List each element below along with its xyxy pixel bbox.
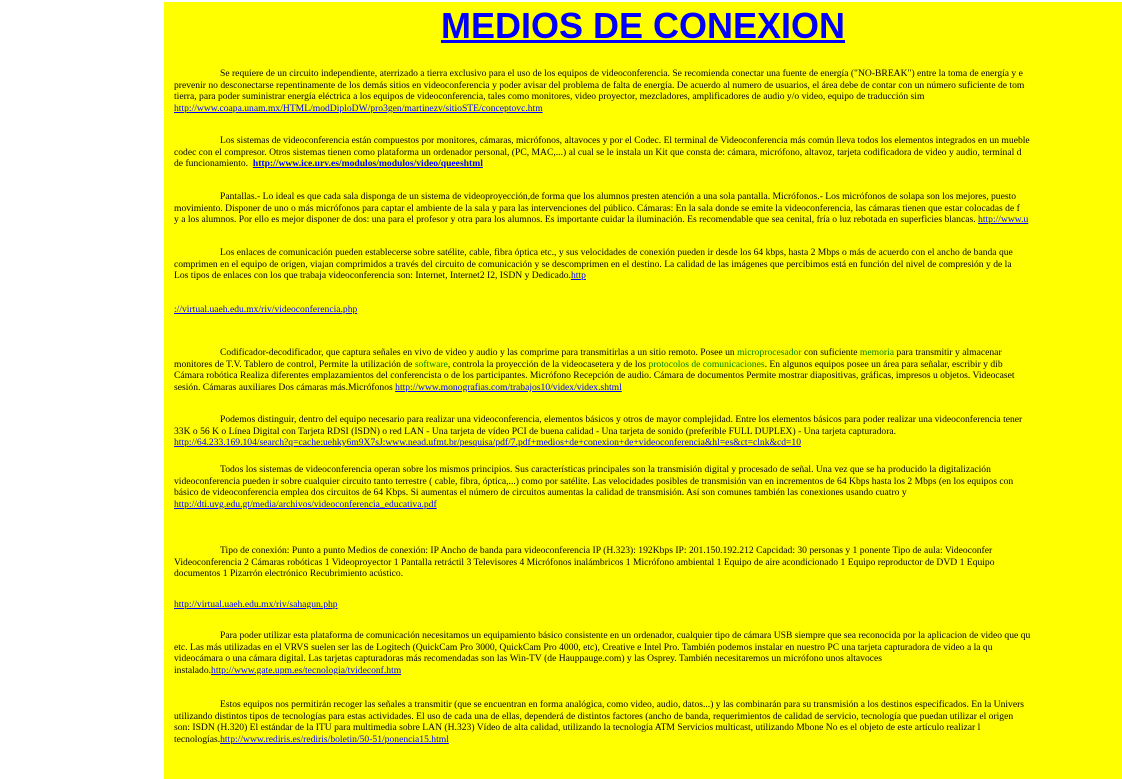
paragraph-text: de funcionamiento. bbox=[174, 158, 249, 170]
paragraph-basic-elements bbox=[174, 414, 1022, 449]
paragraph-text: para transmitir y almacenar bbox=[896, 347, 1002, 358]
paragraph-text: Cámara robótica Realiza diferentes emplazamientos del conferencista o de los participantes. Micrófono Recepción de audio. Cámara de documentos Permite mostrar diapositivas, gráficas, impresos u objetos. Videocaset bbox=[174, 370, 1015, 382]
paragraph-text: sesión. Cámaras auxiliares Dos cámaras más.Micrófonos bbox=[174, 381, 393, 393]
source-link[interactable]: http://www.gate.upm.es/tecnologia/tvideconf.htm bbox=[211, 664, 402, 676]
paragraph-text: tierra, para poder suministrar energía eléctrica a los equipos de videoconferencia, tales como monitores, video proyector, mezcladores, amplificadores de audio y/o video, equipo de traducción sim bbox=[174, 91, 925, 103]
paragraph-text: Los tipos de enlaces con los que trabaja videoconferencia son: Internet, Internet2 I2, ISDN y Dedicado. bbox=[174, 270, 571, 282]
paragraph-text: documentos 1 Pizarrón electrónico Recubrimiento acústico. bbox=[174, 568, 404, 580]
paragraph-communication-links bbox=[174, 247, 1013, 282]
paragraph-text: Para poder utilizar esta plataforma de comunicación necesitamos un equipamiento básico consistente en un ordenador, cualquier tipo de cámara USB siempre que sea reconocida por la aplicacion de video que qu bbox=[220, 630, 1031, 641]
paragraph-text: 33K o 56 K o Línea Digital con Tarjeta RDSI (ISDN) o red LAN - Una tarjeta de vídeo PCI de buena calidad - Una tarjeta de sonido (preferible FULL DUPLEX) - Una tarjeta capturadora. bbox=[174, 425, 897, 437]
paragraph-system-components bbox=[174, 135, 1030, 170]
source-link[interactable]: ://virtual.uaeh.edu.mx/riv/videoconferencia.php bbox=[174, 304, 358, 315]
source-link[interactable]: http://64.233.169.104/search?q=cache:uehky6m9X7sJ:www.nead.ufmt.br/pesquisa/pdf/7.pdf+medios+de+conexion+de+videoconferencia&hl=es&ct=clnk&cd=10 bbox=[174, 437, 802, 449]
keyword-memoria: memoria bbox=[859, 347, 895, 358]
source-link[interactable]: http://virtual.uaeh.edu.mx/riv/sahagun.php bbox=[174, 599, 338, 610]
paragraph-text: videoconferencia pueden ir sobre cualquier circuito tanto terrestre ( cable, fibra, óptica,...) como por satélite. Las velocidades posibles de transmisión van en incrementos de 64 Kbps hasta los 2 Mbps (en los equipos con bbox=[174, 475, 1014, 487]
paragraph-text: utilizando distintos tipos de tecnologías para estas actividades. El uso de cada una de ellas, dependerá de distintos factores (ancho de banda, requerimientos de calidad de servicio, tecnología que puedan utilizar el origen bbox=[174, 710, 1014, 722]
keyword-microprocesador: microprocesador bbox=[737, 347, 802, 358]
paragraph-text: . En algunos equipos posee un área para señalar, escribir y dib bbox=[764, 358, 1003, 370]
paragraph-text: movimiento. Disponer de uno o más micrófonos para captar el ambiente de la sala y para las intervenciones del público. Cámaras: En la sala donde se emite la videoconferencia, las cámaras tienen que estar colocadas de f bbox=[174, 202, 1020, 214]
paragraph-text: y a los alumnos. Por ello es mejor disponer de dos: una para el profesor y otra para los alumnos. Es importante cuidar la iluminación. Es recomendable que sea cenital, fría o luz rebotada en superficies blancas. bbox=[174, 214, 976, 226]
paragraph-room-equipment bbox=[174, 191, 1028, 226]
source-link[interactable]: http://www.ice.urv.es/modulos/modulos/video/queeshtml bbox=[252, 158, 483, 170]
paragraph-text: monitores de T.V. Tablero de control, Permite la utilización de bbox=[174, 358, 413, 370]
paragraph-text: básico de videoconferencia emplea dos circuitos de 64 Kbps. Si aumentas el número de circuitos aumentas la calidad de transmisión. Así son comunes también las conexiones usando cuatro y bbox=[174, 487, 907, 499]
paragraph-text: videocámara o una cámara digital. Las tarjetas capturadoras más recomendadas son las Win-TV (de Hauppauge.com) y las Osprey. También necesitaremos un micrófono unos altavoces bbox=[174, 653, 883, 665]
paragraph-text: instalado. bbox=[174, 664, 212, 676]
paragraph-text: Tipo de conexión: Punto a punto Medios de conexión: IP Ancho de banda para videoconferencia IP (H.323): 192Kbps IP: 201.150.192.212 Capcidad: 30 personas y 1 ponente Tipo de aula: Videoconfer bbox=[220, 545, 993, 556]
paragraph-text: Estos equipos nos permitirán recoger las señales a transmitir (que se encuentran en forma analógica, como video, audio, datos...) y las combinarán para su transmisión a los destinos especificados. En la Univers bbox=[220, 699, 1025, 710]
source-link[interactable]: http://www.monografias.com/trabajos10/videx/videx.shtml bbox=[395, 381, 622, 393]
paragraph-operating-principles bbox=[174, 464, 1013, 510]
paragraph-text: Los sistemas de videoconferencia están compuestos por monitores, cámaras, micrófonos, altavoces y por el Codec. El terminal de Videoconferencia más común lleva todos los elementos integrados en un mueble bbox=[220, 135, 1030, 146]
keyword-protocolos: protocolos de comunicaciones bbox=[648, 358, 765, 370]
source-link[interactable]: http bbox=[570, 270, 586, 282]
paragraph-text: etc. Las más utilizadas en el VRVS suelen ser las de Logitech (QuickCam Pro 3000, QuickCam Pro 4000, etc), Creative e Intel Pro. También podemos instalar en nuestro PC una tarjeta capturadora de video a la qu bbox=[174, 641, 993, 653]
paragraph-text: prevenir no desconectarse repentinamente de los demás sitios en videoconferencia y poder avisar del problema de falta de energía. De acuerdo al numero de usuarios, el área debe de contar con un número suficiente de tom bbox=[174, 79, 1025, 91]
paragraph-text: comprimen en el equipo de origen, viajan comprimidos a través del circuito de comunicación y se descomprimen en el destino. La calidad de las imágenes que percibimos está en función del nivel de compresión y de la bbox=[174, 258, 1012, 270]
paragraph-text: tecnologías. bbox=[174, 733, 221, 745]
paragraph-text: Podemos distinguir, dentro del equipo necesario para realizar una videoconferencia, elementos básicos y otros de mayor complejidad. Entre los elementos básicos para poder realizar una videoconferencia tener bbox=[220, 414, 1023, 425]
paragraph-text: Los enlaces de comunicación pueden establecerse sobre satélite, cable, fibra óptica etc., y sus velocidades de conexión pueden ir desde los 64 kbps, hasta 2 Mbps o más de acuerdo con el ancho de banda que bbox=[220, 247, 1013, 258]
paragraph-text: Videoconferencia 2 Cámaras robóticas 1 Videoproyector 1 Pantalla retráctil 3 Televisores 4 Micrófonos inalámbricos 1 Micrófono ambiental 1 Equipo de aire acondicionado 1 Equipo reproductor de DVD 1 Equipo bbox=[174, 556, 995, 568]
paragraph-codec bbox=[174, 347, 1015, 393]
paragraph-link-virtual-uaeh bbox=[174, 304, 357, 316]
source-link[interactable]: http://www.coapa.unam.mx/HTML/modDiploDW/pro3gen/martinezv/sitioSTE/conceptovc.htm bbox=[174, 102, 543, 114]
paragraph-basic-equipment bbox=[174, 630, 1030, 676]
paragraph-text: Todos los sistemas de videoconferencia operan sobre los mismos principios. Sus características principales son la transmisión digital y procesado de señal. Una vez que se ha producido la digitalización bbox=[220, 464, 991, 475]
source-link[interactable]: http://dti.uvg.edu.gt/media/archivos/videoconferencia_educativa.pdf bbox=[174, 498, 437, 510]
paragraph-power-supply bbox=[174, 68, 1024, 114]
paragraph-connection-type bbox=[174, 545, 995, 580]
paragraph-link-sahagun bbox=[174, 599, 338, 611]
page-title: MEDIOS DE CONEXION bbox=[440, 5, 846, 46]
keyword-software: software bbox=[414, 358, 448, 370]
source-link[interactable]: http://www.rediris.es/rediris/boletin/50-51/ponencia15.html bbox=[220, 733, 449, 745]
document-page bbox=[164, 2, 1122, 779]
paragraph-transmission-equipment bbox=[174, 699, 1024, 745]
paragraph-text: codec con el compresor. Otros sistemas tienen como plataforma un ordenador personal, (PC, MAC,...) al cual se le instala un Kit que consta de: cámara, micrófono, altavoz, tarjeta codificadora de video y audio, terminal d bbox=[174, 146, 1022, 158]
paragraph-text: , controla la proyección de la videocasetera y de los bbox=[447, 358, 647, 370]
paragraph-text: Se requiere de un circuito independiente, aterrizado a tierra exclusivo para el uso de los equipos de videoconferencia. Se recomienda conectar una fuente de energía ("NO-BREAK") entre la toma de energía y e bbox=[220, 68, 1023, 79]
paragraph-text: Codificador-decodificador, que captura señales en vivo de video y audio y las comprime para transmitirlas a un sitio remoto. Posee un bbox=[220, 347, 735, 358]
source-link[interactable]: http://www.u bbox=[978, 214, 1029, 226]
paragraph-text: con suficiente bbox=[803, 347, 858, 358]
paragraph-text: Pantallas.- Lo ideal es que cada sala disponga de un sistema de videoproyección,de forma que los alumnos presten atención a una sola pantalla. Micrófonos.- Los micrófonos de solapa son los mejores, puesto bbox=[220, 191, 1017, 202]
paragraph-text: son: ISDN (H.320) El estándar de la ITU para multimedia sobre LAN (H.323) Vídeo de alta calidad, utilizando la tecnología ATM Servicios multicast, utilizando Mbone No es el objeto de este artículo realizar l bbox=[174, 722, 981, 734]
